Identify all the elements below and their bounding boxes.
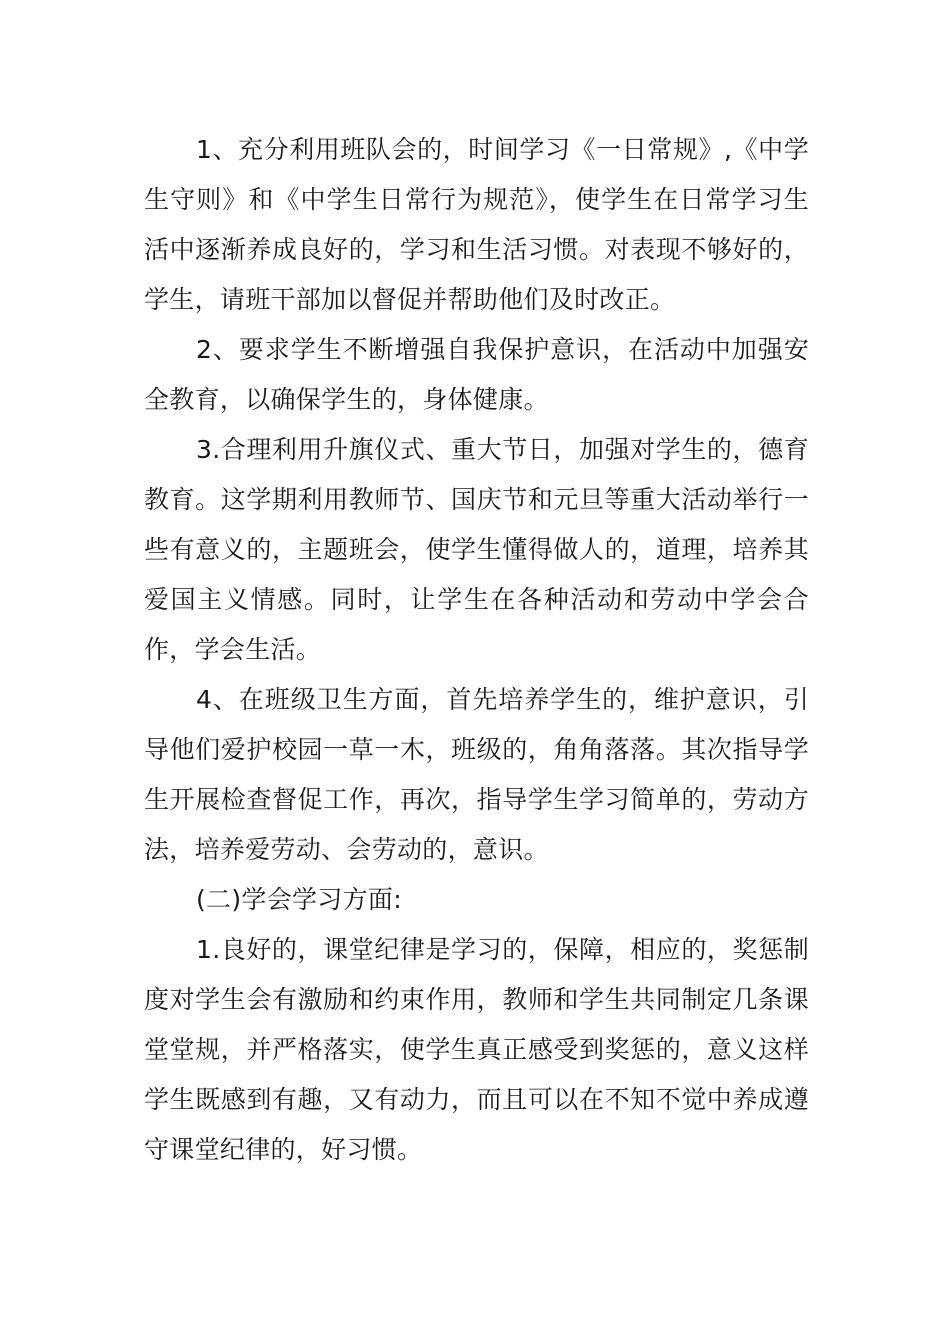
paragraph-item-5: 1.良好的，课堂纪律是学习的，保障，相应的，奖惩制度对学生会有激励和约束作用，教师和学生共同制定几条课堂堂规，并严格落实，使学生真正感受到奖惩的，意义这样学生既感到有趣，又有动力，而且可以在不知不觉中养成遵守课堂纪律的，好习惯。 — [144, 935, 809, 1164]
document-body — [144, 125, 809, 1175]
paragraph-item-4: 4、在班级卫生方面，首先培养学生的，维护意识，引导他们爱护校园一草一木，班级的，角角落落。其次指导学生开展检查督促工作，再次，指导学生学习简单的，劳动方法，培养爱劳动、会劳动的，意识。 — [144, 685, 809, 864]
paragraph-item-3: 3.合理利用升旗仪式、重大节日，加强对学生的，德育教育。这学期利用教师节、国庆节和元旦等重大活动举行一些有意义的，主题班会，使学生懂得做人的，道理，培养其爱国主义情感。同时，让学生在各种活动和劳动中学会合作，学会生活。 — [144, 435, 809, 664]
paragraph-item-2: 2、要求学生不断增强自我保护意识，在活动中加强安全教育，以确保学生的，身体健康。 — [144, 335, 809, 414]
section-heading-study: (二)学会学习方面: — [196, 885, 402, 914]
paragraph-item-1: 1、充分利用班队会的，时间学习《一日常规》,《中学生守则》和《中学生日常行为规范》，使学生在日常学习生活中逐渐养成良好的，学习和生活习惯。对表现不够好的，学生，请班干部加以督促并帮助他们及时改正。 — [144, 135, 809, 314]
